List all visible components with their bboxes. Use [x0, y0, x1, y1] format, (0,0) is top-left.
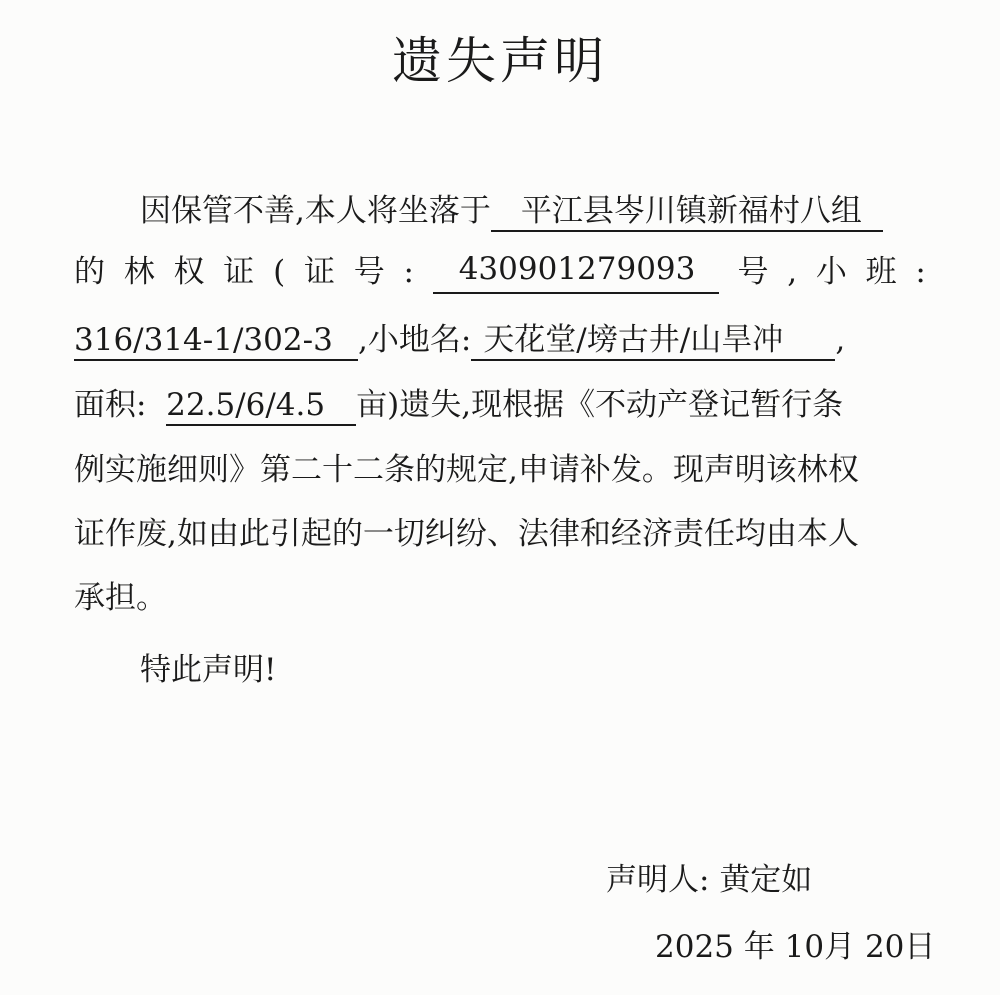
text-char: ,: [787, 254, 798, 290]
date-line: [655, 925, 935, 969]
place-name-field: 天花堂/塝古井/山旱冲: [471, 321, 835, 361]
date-month: 10: [784, 929, 825, 965]
text-segment: 因保管不善,本人将坐落于: [140, 193, 491, 229]
area-field: 22.5/6/4.5: [166, 386, 356, 426]
body-line-4: [74, 383, 843, 427]
date-month-unit: 月: [824, 929, 856, 965]
body-line-2: [74, 250, 926, 294]
text-char: 权: [173, 254, 205, 290]
text-char: :: [403, 254, 414, 290]
closing-line: 特此声明!: [140, 652, 277, 688]
signer-name: 黄定如: [719, 862, 813, 898]
body-line-7: 承担。: [74, 580, 167, 616]
text-char: 的: [74, 254, 105, 290]
signer-label: 声明人:: [606, 862, 710, 898]
body-line-3: [74, 318, 845, 362]
text-char: 小: [815, 254, 847, 290]
location-field: 平江县岑川镇新福村八组: [491, 192, 883, 232]
text-segment: 面积:: [74, 387, 147, 423]
body-line-6: 证作废,如由此引起的一切纠纷、法律和经济责任均由本人: [74, 516, 859, 552]
date-day: 20: [864, 929, 905, 965]
date-day-unit: 日: [904, 929, 936, 965]
text-segment: ,: [835, 322, 846, 358]
body-line-5: 例实施细则》第二十二条的规定,申请补发。现声明该林权: [74, 452, 859, 488]
text-char: 号: [353, 254, 385, 290]
certificate-number-field: 430901279093: [433, 250, 719, 294]
text-char: 班: [865, 254, 897, 290]
plot-number-field: 316/314-1/302-3: [74, 321, 358, 361]
text-char: (: [273, 254, 286, 290]
signer-line: [606, 858, 812, 902]
date-year: 2025: [655, 929, 734, 965]
text-segment: 亩)遗失,现根据《不动产登记暂行条: [356, 387, 844, 423]
text-segment: ,小地名:: [358, 322, 472, 358]
text-char: 证: [223, 254, 255, 290]
text-char: :: [915, 254, 926, 290]
document-title: 遗失声明: [392, 32, 608, 90]
date-year-unit: 年: [743, 929, 775, 965]
text-char: 证: [303, 254, 335, 290]
text-char: 号: [737, 254, 769, 290]
text-char: 林: [123, 254, 155, 290]
body-line-1: [140, 189, 883, 233]
